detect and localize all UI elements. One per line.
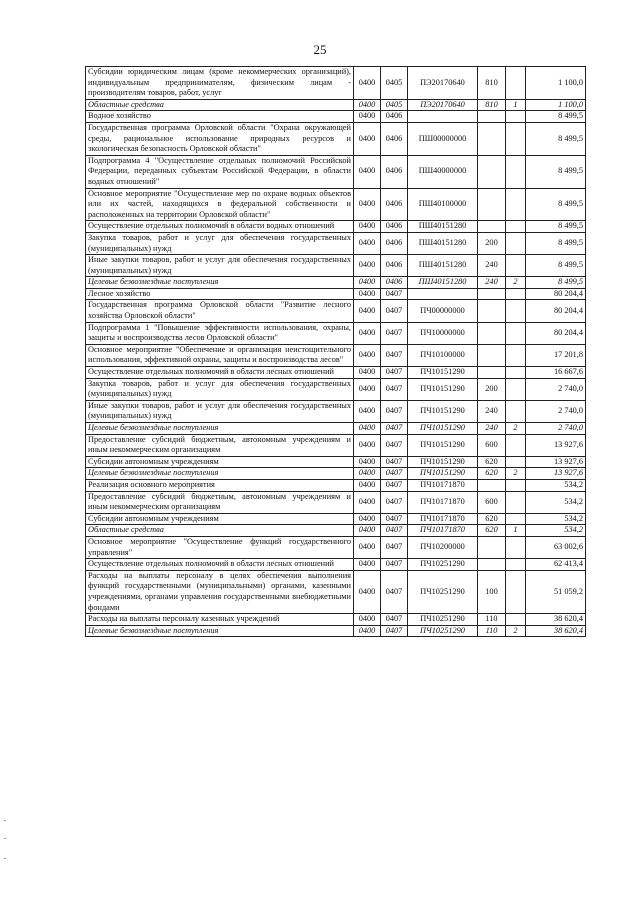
section-code: 0400 <box>354 277 381 289</box>
section-code: 0400 <box>354 155 381 188</box>
funding-source-code <box>506 111 526 123</box>
subsection-code: 0407 <box>381 468 408 480</box>
funding-source-code: 2 <box>506 423 526 435</box>
expense-type-code <box>478 536 506 558</box>
row-name: Целевые безвозмездные поступления <box>86 468 354 480</box>
row-name: Реализация основного мероприятия <box>86 479 354 491</box>
section-code: 0400 <box>354 221 381 233</box>
page-number: 25 <box>313 42 327 57</box>
subsection-code: 0407 <box>381 559 408 571</box>
subsection-code: 0405 <box>381 67 408 100</box>
section-code: 0400 <box>354 300 381 322</box>
funding-source-code <box>506 122 526 155</box>
target-article-code: ПЭ20170640 <box>408 99 478 111</box>
expense-type-code: 240 <box>478 277 506 289</box>
section-code: 0400 <box>354 378 381 400</box>
row-name: Иные закупки товаров, работ и услуг для обеспечения государственных (муниципальных) нужд <box>86 255 354 277</box>
section-code: 0400 <box>354 625 381 637</box>
amount: 534,2 <box>526 491 586 513</box>
section-code: 0400 <box>354 122 381 155</box>
table-row <box>86 479 586 491</box>
section-code: 0400 <box>354 614 381 626</box>
amount: 2 740,0 <box>526 400 586 422</box>
table-row <box>86 277 586 289</box>
funding-source-code: 1 <box>506 525 526 537</box>
row-name: Целевые безвозмездные поступления <box>86 277 354 289</box>
target-article-code: ПЭ20170640 <box>408 67 478 100</box>
section-code: 0400 <box>354 559 381 571</box>
table-row <box>86 322 586 344</box>
subsection-code: 0407 <box>381 456 408 468</box>
scan-mark <box>4 820 6 821</box>
row-name: Водное хозяйство <box>86 111 354 123</box>
row-name: Осуществление отдельных полномочий в области лесных отношений <box>86 559 354 571</box>
table-row <box>86 625 586 637</box>
expense-type-code: 620 <box>478 525 506 537</box>
funding-source-code <box>506 400 526 422</box>
target-article-code <box>408 111 478 123</box>
section-code: 0400 <box>354 400 381 422</box>
row-name: Субсидии автономным учреждениям <box>86 456 354 468</box>
target-article-code: ПЧ10171870 <box>408 525 478 537</box>
subsection-code: 0407 <box>381 525 408 537</box>
funding-source-code <box>506 67 526 100</box>
table-row <box>86 423 586 435</box>
scan-mark <box>4 858 6 859</box>
target-article-code: ПЧ10151290 <box>408 456 478 468</box>
amount: 534,2 <box>526 479 586 491</box>
funding-source-code <box>506 479 526 491</box>
target-article-code <box>408 288 478 300</box>
table-row <box>86 221 586 233</box>
amount: 2 740,0 <box>526 423 586 435</box>
expense-type-code <box>478 479 506 491</box>
funding-source-code: 2 <box>506 625 526 637</box>
row-name: Государственная программа Орловской области "Охрана окружающей среды, рациональное использование природных ресурсов и экологическая безопасность Орловской области" <box>86 122 354 155</box>
subsection-code: 0406 <box>381 255 408 277</box>
subsection-code: 0407 <box>381 378 408 400</box>
amount: 534,2 <box>526 513 586 525</box>
expense-type-code <box>478 111 506 123</box>
row-name: Закупка товаров, работ и услуг для обеспечения государственных (муниципальных) нужд <box>86 378 354 400</box>
target-article-code: ПЧ10251290 <box>408 570 478 613</box>
section-code: 0400 <box>354 468 381 480</box>
table-row <box>86 111 586 123</box>
expense-type-code <box>478 122 506 155</box>
target-article-code: ПЧ10151290 <box>408 434 478 456</box>
funding-source-code <box>506 322 526 344</box>
funding-source-code: 2 <box>506 468 526 480</box>
table-row <box>86 255 586 277</box>
target-article-code: ПШ40151280 <box>408 255 478 277</box>
amount: 8 499,5 <box>526 155 586 188</box>
row-name: Осуществление отдельных полномочий в области лесных отношений <box>86 367 354 379</box>
table-row <box>86 232 586 254</box>
amount: 8 499,5 <box>526 111 586 123</box>
funding-source-code <box>506 255 526 277</box>
expense-type-code: 620 <box>478 456 506 468</box>
row-name: Расходы на выплаты персоналу в целях обеспечения выполнения функций государственными (муниципальными) органами, казенными учреждениями, органами управления государственными внебюджетными фондами <box>86 570 354 613</box>
expense-type-code: 100 <box>478 570 506 613</box>
target-article-code: ПШ00000000 <box>408 122 478 155</box>
expense-type-code: 200 <box>478 378 506 400</box>
funding-source-code <box>506 367 526 379</box>
amount: 62 413,4 <box>526 559 586 571</box>
subsection-code: 0407 <box>381 513 408 525</box>
row-name: Подпрограмма 4 "Осуществление отдельных полномочий Российской Федерации, переданных субъектам Российской Федерации, в области водных отношений" <box>86 155 354 188</box>
row-name: Целевые безвозмездные поступления <box>86 625 354 637</box>
expense-type-code <box>478 344 506 366</box>
target-article-code: ПЧ10251290 <box>408 625 478 637</box>
target-article-code: ПЧ10100000 <box>408 344 478 366</box>
expense-type-code: 240 <box>478 400 506 422</box>
subsection-code: 0407 <box>381 367 408 379</box>
amount: 534,2 <box>526 525 586 537</box>
row-name: Областные средства <box>86 525 354 537</box>
budget-table <box>85 66 586 637</box>
target-article-code: ПЧ10151290 <box>408 378 478 400</box>
amount: 17 201,8 <box>526 344 586 366</box>
row-name: Областные средства <box>86 99 354 111</box>
subsection-code: 0407 <box>381 288 408 300</box>
amount: 8 499,5 <box>526 277 586 289</box>
target-article-code: ПЧ10200000 <box>408 536 478 558</box>
expense-type-code: 620 <box>478 513 506 525</box>
subsection-code: 0406 <box>381 221 408 233</box>
expense-type-code: 600 <box>478 491 506 513</box>
amount: 13 927,6 <box>526 434 586 456</box>
row-name: Подпрограмма 1 "Повышение эффективности использования, охраны, защиты и воспроизводства лесов Орловской области" <box>86 322 354 344</box>
target-article-code: ПЧ10251290 <box>408 614 478 626</box>
funding-source-code <box>506 491 526 513</box>
table-row <box>86 513 586 525</box>
row-name: Целевые безвозмездные поступления <box>86 423 354 435</box>
funding-source-code <box>506 300 526 322</box>
table-body <box>86 67 586 637</box>
expense-type-code: 110 <box>478 614 506 626</box>
table-row <box>86 367 586 379</box>
row-name: Расходы на выплаты персоналу казенных учреждений <box>86 614 354 626</box>
amount: 38 620,4 <box>526 625 586 637</box>
row-name: Лесное хозяйство <box>86 288 354 300</box>
subsection-code: 0406 <box>381 155 408 188</box>
section-code: 0400 <box>354 479 381 491</box>
row-name: Предоставление субсидий бюджетным, автономным учреждениям и иным некоммерческим организациям <box>86 434 354 456</box>
target-article-code: ПШ40151280 <box>408 277 478 289</box>
subsection-code: 0406 <box>381 122 408 155</box>
table-row <box>86 491 586 513</box>
expense-type-code: 200 <box>478 232 506 254</box>
subsection-code: 0406 <box>381 111 408 123</box>
section-code: 0400 <box>354 434 381 456</box>
row-name: Закупка товаров, работ и услуг для обеспечения государственных (муниципальных) нужд <box>86 232 354 254</box>
amount: 2 740,0 <box>526 378 586 400</box>
target-article-code: ПЧ10151290 <box>408 367 478 379</box>
subsection-code: 0407 <box>381 322 408 344</box>
table-row <box>86 456 586 468</box>
table-row <box>86 536 586 558</box>
funding-source-code <box>506 232 526 254</box>
section-code: 0400 <box>354 322 381 344</box>
section-code: 0400 <box>354 423 381 435</box>
expense-type-code <box>478 559 506 571</box>
expense-type-code <box>478 221 506 233</box>
expense-type-code: 810 <box>478 67 506 100</box>
subsection-code: 0407 <box>381 491 408 513</box>
table-row <box>86 99 586 111</box>
amount: 80 204,4 <box>526 300 586 322</box>
amount: 80 204,4 <box>526 288 586 300</box>
target-article-code: ПЧ10251290 <box>408 559 478 571</box>
amount: 80 204,4 <box>526 322 586 344</box>
table-row <box>86 122 586 155</box>
target-article-code: ПШ40000000 <box>408 155 478 188</box>
section-code: 0400 <box>354 367 381 379</box>
target-article-code: ПЧ10171870 <box>408 513 478 525</box>
section-code: 0400 <box>354 67 381 100</box>
table-row <box>86 378 586 400</box>
row-name: Субсидии юридическим лицам (кроме некоммерческих организаций), индивидуальным предпринимателям, физическим лицам - производителям товаров, работ, услуг <box>86 67 354 100</box>
row-name: Осуществление отдельных полномочий в области водных отношений <box>86 221 354 233</box>
section-code: 0400 <box>354 456 381 468</box>
section-code: 0400 <box>354 232 381 254</box>
subsection-code: 0405 <box>381 99 408 111</box>
subsection-code: 0406 <box>381 232 408 254</box>
funding-source-code <box>506 344 526 366</box>
expense-type-code <box>478 322 506 344</box>
section-code: 0400 <box>354 536 381 558</box>
row-name: Субсидии автономным учреждениям <box>86 513 354 525</box>
section-code: 0400 <box>354 491 381 513</box>
table-row <box>86 468 586 480</box>
target-article-code: ПШ40151280 <box>408 232 478 254</box>
section-code: 0400 <box>354 288 381 300</box>
target-article-code: ПШ40151280 <box>408 221 478 233</box>
expense-type-code <box>478 288 506 300</box>
subsection-code: 0406 <box>381 277 408 289</box>
amount: 13 927,6 <box>526 456 586 468</box>
expense-type-code: 240 <box>478 255 506 277</box>
amount: 13 927,6 <box>526 468 586 480</box>
expense-type-code <box>478 188 506 221</box>
table-row <box>86 300 586 322</box>
section-code: 0400 <box>354 188 381 221</box>
section-code: 0400 <box>354 99 381 111</box>
funding-source-code <box>506 155 526 188</box>
target-article-code: ПШ40100000 <box>408 188 478 221</box>
subsection-code: 0407 <box>381 434 408 456</box>
funding-source-code <box>506 378 526 400</box>
target-article-code: ПЧ10151290 <box>408 423 478 435</box>
subsection-code: 0407 <box>381 300 408 322</box>
table-row <box>86 67 586 100</box>
table-row <box>86 344 586 366</box>
row-name: Основное мероприятие "Обеспечение и организация неистощительного использования, эффективной охраны, защиты и воспроизводства лесов" <box>86 344 354 366</box>
section-code: 0400 <box>354 525 381 537</box>
subsection-code: 0407 <box>381 344 408 366</box>
row-name: Иные закупки товаров, работ и услуг для обеспечения государственных (муниципальных) нужд <box>86 400 354 422</box>
amount: 1 100,0 <box>526 67 586 100</box>
funding-source-code <box>506 288 526 300</box>
table-row <box>86 188 586 221</box>
expense-type-code <box>478 367 506 379</box>
section-code: 0400 <box>354 513 381 525</box>
expense-type-code <box>478 155 506 188</box>
subsection-code: 0407 <box>381 400 408 422</box>
amount: 38 620,4 <box>526 614 586 626</box>
section-code: 0400 <box>354 344 381 366</box>
subsection-code: 0407 <box>381 423 408 435</box>
table-row <box>86 525 586 537</box>
table-row <box>86 570 586 613</box>
target-article-code: ПЧ10000000 <box>408 322 478 344</box>
amount: 8 499,5 <box>526 255 586 277</box>
table-row <box>86 614 586 626</box>
table-row <box>86 559 586 571</box>
subsection-code: 0407 <box>381 479 408 491</box>
section-code: 0400 <box>354 111 381 123</box>
row-name: Предоставление субсидий бюджетным, автономным учреждениям и иным некоммерческим организациям <box>86 491 354 513</box>
amount: 8 499,5 <box>526 232 586 254</box>
subsection-code: 0407 <box>381 536 408 558</box>
funding-source-code <box>506 434 526 456</box>
funding-source-code: 2 <box>506 277 526 289</box>
funding-source-code <box>506 513 526 525</box>
expense-type-code <box>478 300 506 322</box>
funding-source-code: 1 <box>506 99 526 111</box>
target-article-code: ПЧ00000000 <box>408 300 478 322</box>
amount: 8 499,5 <box>526 221 586 233</box>
target-article-code: ПЧ10171870 <box>408 491 478 513</box>
expense-type-code: 600 <box>478 434 506 456</box>
funding-source-code <box>506 614 526 626</box>
funding-source-code <box>506 456 526 468</box>
amount: 8 499,5 <box>526 188 586 221</box>
target-article-code: ПЧ10151290 <box>408 400 478 422</box>
expense-type-code: 810 <box>478 99 506 111</box>
row-name: Государственная программа Орловской области "Развитие лесного хозяйства Орловской области" <box>86 300 354 322</box>
expense-type-code: 110 <box>478 625 506 637</box>
amount: 51 059,2 <box>526 570 586 613</box>
subsection-code: 0407 <box>381 570 408 613</box>
funding-source-code <box>506 559 526 571</box>
funding-source-code <box>506 221 526 233</box>
expense-type-code: 240 <box>478 423 506 435</box>
section-code: 0400 <box>354 570 381 613</box>
table-row <box>86 400 586 422</box>
subsection-code: 0406 <box>381 188 408 221</box>
amount: 8 499,5 <box>526 122 586 155</box>
amount: 1 100,0 <box>526 99 586 111</box>
target-article-code: ПЧ10171870 <box>408 479 478 491</box>
amount: 16 667,6 <box>526 367 586 379</box>
table-row <box>86 155 586 188</box>
funding-source-code <box>506 570 526 613</box>
target-article-code: ПЧ10151290 <box>408 468 478 480</box>
amount: 63 002,6 <box>526 536 586 558</box>
subsection-code: 0407 <box>381 625 408 637</box>
funding-source-code <box>506 188 526 221</box>
funding-source-code <box>506 536 526 558</box>
row-name: Основное мероприятие "Осуществление мер по охране водных объектов или их частей, находящихся в федеральной собственности и расположенных на территории Орловской области" <box>86 188 354 221</box>
scan-mark <box>4 838 6 839</box>
table-row <box>86 288 586 300</box>
row-name: Основное мероприятие "Осуществление функций государственного управления" <box>86 536 354 558</box>
section-code: 0400 <box>354 255 381 277</box>
table-row <box>86 434 586 456</box>
expense-type-code: 620 <box>478 468 506 480</box>
subsection-code: 0407 <box>381 614 408 626</box>
